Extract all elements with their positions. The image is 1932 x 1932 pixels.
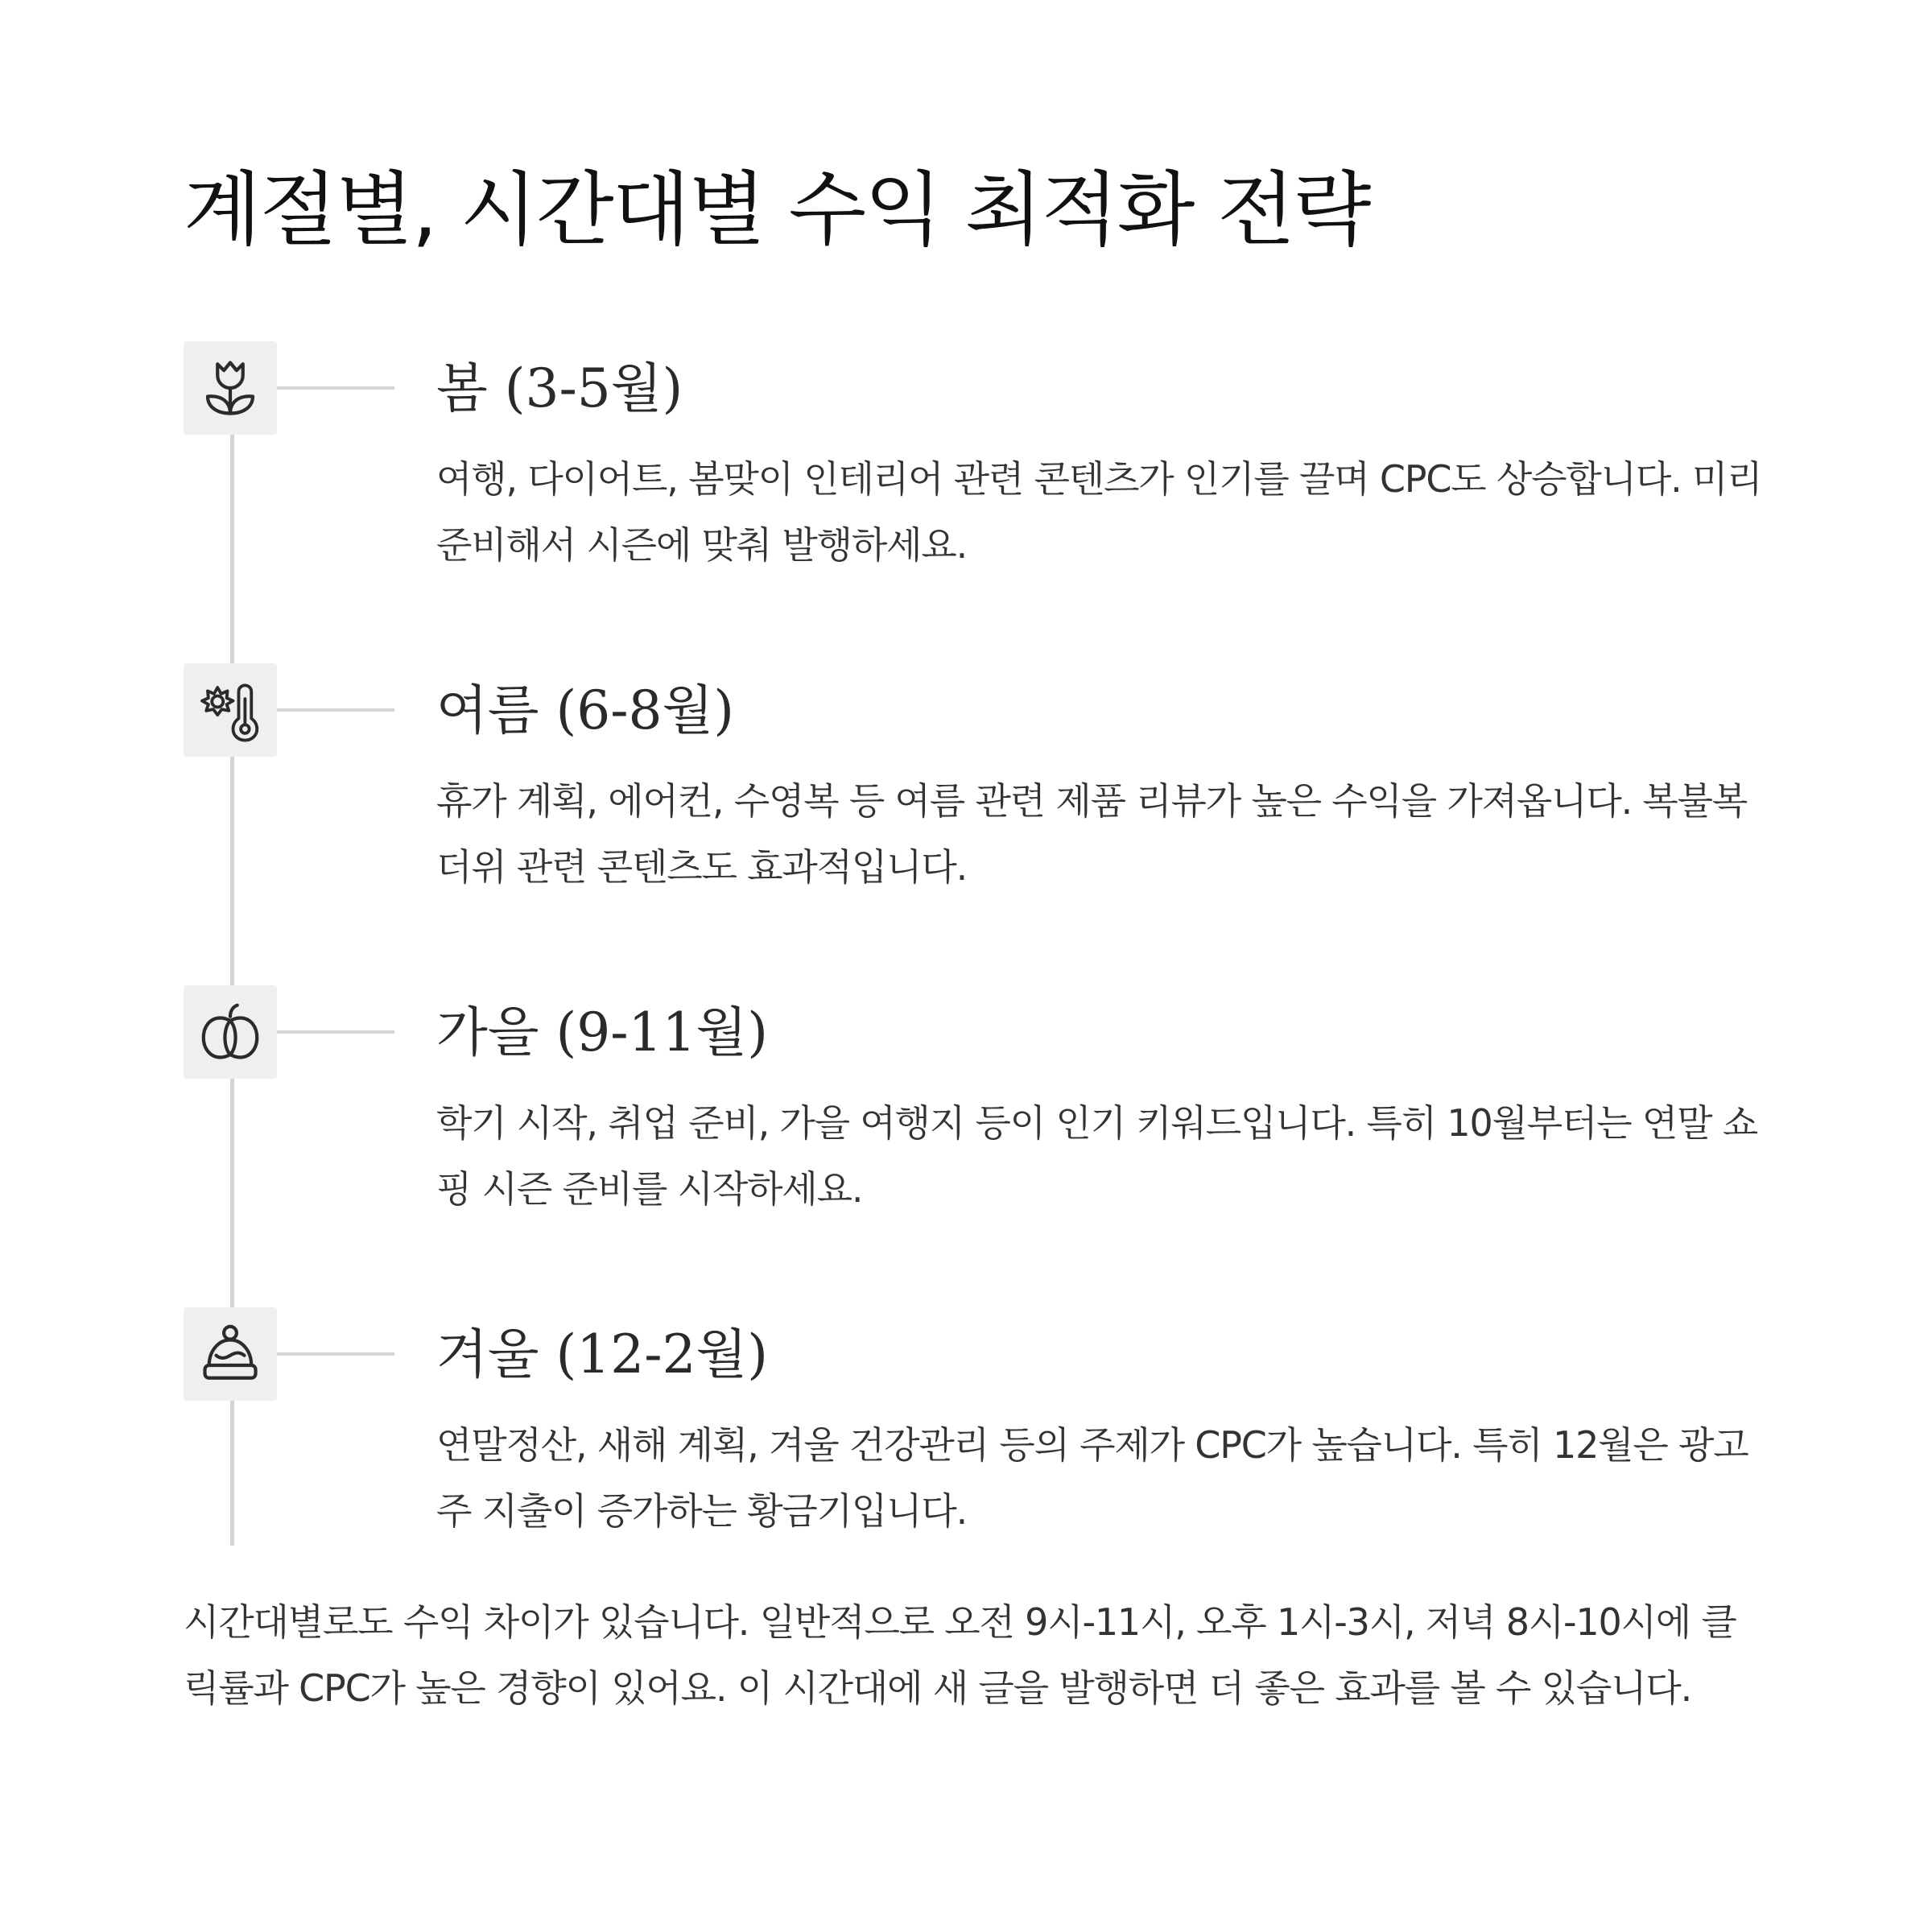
season-winter — [184, 1307, 1794, 1573]
timeline-connector — [277, 386, 394, 390]
timeline-connector — [277, 708, 394, 712]
season-description: 연말정산, 새해 계획, 겨울 건강관리 등의 주제가 CPC가 높습니다. 특히 12월은 광고주 지출이 증가하는 황금기입니다. — [436, 1423, 1748, 1533]
season-title: 여름 (6-8월) — [436, 679, 735, 741]
time-of-day-paragraph: 시간대별로도 수익 차이가 있습니다. 일반적으로 오전 9시-11시, 오후 1시-3시, 저녁 8시-10시에 클릭률과 CPC가 높은 경향이 있어요. 이 시간대에 새 글을 발행하면 더 좋은 효과를 볼 수 있습니다. — [184, 1600, 1736, 1710]
pumpkin-icon — [196, 998, 264, 1066]
beanie-icon — [196, 1320, 264, 1388]
timeline-connector — [277, 1352, 394, 1356]
season-description: 여행, 다이어트, 봄맞이 인테리어 관련 콘텐츠가 인기를 끌며 CPC도 상승합니다. 미리 준비해서 시즌에 맞춰 발행하세요. — [436, 457, 1762, 567]
season-description: 학기 시작, 취업 준비, 가을 여행지 등이 인기 키워드입니다. 특히 10월부터는 연말 쇼핑 시즌 준비를 시작하세요. — [436, 1101, 1758, 1211]
season-summer — [184, 663, 1794, 929]
season-icon-box — [184, 1307, 277, 1401]
season-description: 휴가 계획, 에어컨, 수영복 등 여름 관련 제품 리뷰가 높은 수익을 가져옵니다. 복불복 더위 관련 콘텐츠도 효과적입니다. — [436, 779, 1748, 889]
season-icon-box — [184, 985, 277, 1079]
season-title: 겨울 (12-2월) — [436, 1323, 769, 1385]
sun-thermometer-icon — [196, 676, 264, 744]
season-icon-box — [184, 341, 277, 435]
page-title: 계절별, 시간대별 수익 최적화 전략 — [184, 163, 1370, 257]
timeline-connector — [277, 1030, 394, 1034]
season-autumn — [184, 985, 1794, 1251]
season-title: 봄 (3-5월) — [436, 357, 683, 419]
season-spring — [184, 341, 1794, 607]
season-icon-box — [184, 663, 277, 757]
tulip-icon — [196, 354, 264, 422]
season-title: 가을 (9-11월) — [436, 1001, 769, 1063]
